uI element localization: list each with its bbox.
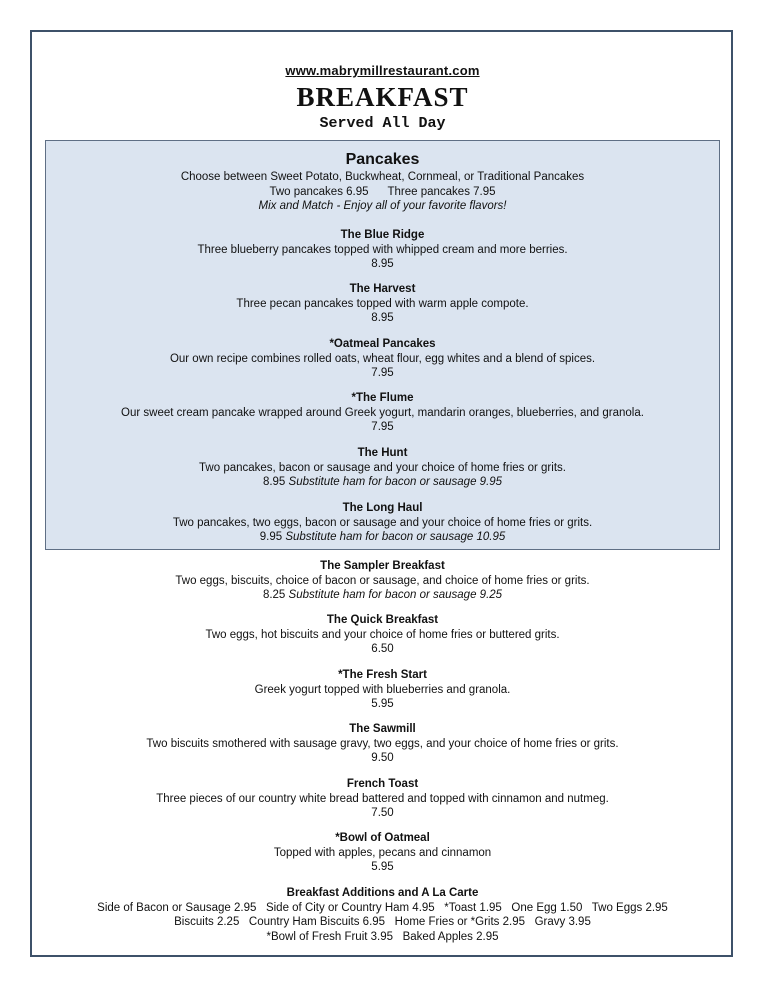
website-link[interactable]: www.mabrymillrestaurant.com bbox=[285, 63, 480, 78]
item-name: The Blue Ridge bbox=[340, 229, 425, 241]
item-description: Two eggs, biscuits, choice of bacon or sausage, and choice of home fries or grits. bbox=[175, 574, 590, 587]
menu-item-harvest bbox=[0, 282, 765, 326]
item-description: Topped with apples, pecans and cinnamon bbox=[273, 846, 492, 859]
menu-item-long-haul bbox=[0, 501, 765, 545]
additions-line: Side of Bacon or Sausage 2.95 Side of City or Country Ham 4.95 *Toast 1.95 One Egg 1.50 Two Eggs 2.95 bbox=[97, 901, 668, 914]
additions-line: Biscuits 2.25 Country Ham Biscuits 6.95 Home Fries or *Grits 2.95 Gravy 3.95 bbox=[174, 916, 591, 929]
item-price-line bbox=[0, 588, 765, 603]
item-name: The Quick Breakfast bbox=[326, 614, 439, 626]
item-name: *The Fresh Start bbox=[338, 669, 427, 681]
additions-line: *Bowl of Fresh Fruit 3.95 Baked Apples 2.95 bbox=[266, 930, 499, 943]
item-price-line bbox=[0, 475, 765, 490]
menu-item-hunt bbox=[0, 446, 765, 490]
item-price: 7.50 bbox=[371, 807, 394, 820]
item-description: Three blueberry pancakes topped with whipped cream and more berries. bbox=[197, 243, 568, 256]
item-price-line bbox=[0, 530, 765, 545]
menu-item-quick-breakfast bbox=[0, 613, 765, 657]
item-name: *The Flume bbox=[351, 392, 414, 404]
item-price: 5.95 bbox=[371, 861, 394, 874]
menu-item-fresh-start bbox=[0, 668, 765, 712]
item-name: French Toast bbox=[346, 778, 419, 790]
item-description: Two pancakes, two eggs, bacon or sausage and your choice of home fries or grits. bbox=[172, 516, 593, 529]
item-name: The Hunt bbox=[357, 447, 408, 459]
item-note: Substitute ham for bacon or sausage 10.95 bbox=[285, 531, 506, 544]
item-name: *Oatmeal Pancakes bbox=[329, 338, 436, 350]
page-subtitle: Served All Day bbox=[319, 115, 446, 132]
item-price: 8.95 bbox=[371, 312, 394, 325]
item-price: 8.95 bbox=[371, 258, 394, 271]
breakfast-additions bbox=[0, 886, 765, 944]
item-name: The Sawmill bbox=[349, 723, 416, 735]
item-name: The Long Haul bbox=[342, 502, 423, 514]
menu-item-flume bbox=[0, 391, 765, 435]
item-description: Two biscuits smothered with sausage gravy, two eggs, and your choice of home fries or grits. bbox=[146, 737, 619, 750]
pancakes-title: Pancakes bbox=[345, 151, 420, 168]
item-description: Greek yogurt topped with blueberries and granola. bbox=[254, 683, 511, 696]
menu-item-blue-ridge bbox=[0, 228, 765, 272]
item-name: The Sampler Breakfast bbox=[320, 560, 445, 572]
menu-item-sampler-breakfast bbox=[0, 559, 765, 603]
item-price: 8.25 bbox=[262, 589, 286, 602]
item-description: Two pancakes, bacon or sausage and your choice of home fries or grits. bbox=[199, 461, 566, 474]
item-price: 7.95 bbox=[371, 367, 394, 380]
item-description: Two eggs, hot biscuits and your choice of home fries or buttered grits. bbox=[205, 628, 560, 641]
item-name: *Bowl of Oatmeal bbox=[335, 832, 430, 844]
pancakes-prices: Two pancakes 6.95 Three pancakes 7.95 bbox=[269, 185, 496, 198]
item-description: Our own recipe combines rolled oats, wheat flour, egg whites and a blend of spices. bbox=[169, 352, 596, 365]
item-price: 8.95 bbox=[262, 476, 286, 489]
item-note: Substitute ham for bacon or sausage 9.95 bbox=[288, 476, 503, 489]
menu-item-sawmill bbox=[0, 722, 765, 766]
page-title: BREAKFAST bbox=[296, 82, 469, 112]
item-description: Our sweet cream pancake wrapped around Greek yogurt, mandarin oranges, blueberries, and granola. bbox=[121, 406, 644, 419]
item-description: Three pieces of our country white bread battered and topped with cinnamon and nutmeg. bbox=[156, 792, 609, 805]
item-description: Three pecan pancakes topped with warm apple compote. bbox=[236, 297, 529, 310]
item-price: 9.95 bbox=[259, 531, 283, 544]
item-price: 6.50 bbox=[371, 643, 394, 656]
pancakes-note: Mix and Match - Enjoy all of your favorite flavors! bbox=[258, 200, 507, 213]
item-price: 9.50 bbox=[371, 752, 394, 765]
pancakes-description: Choose between Sweet Potato, Buckwheat, Cornmeal, or Traditional Pancakes bbox=[180, 171, 585, 183]
menu-item-bowl-of-oatmeal bbox=[0, 831, 765, 875]
additions-title: Breakfast Additions and A La Carte bbox=[286, 887, 479, 899]
pancakes-intro bbox=[0, 150, 765, 214]
item-name: The Harvest bbox=[349, 283, 416, 295]
menu-item-oatmeal-pancakes bbox=[0, 337, 765, 381]
item-note: Substitute ham for bacon or sausage 9.25 bbox=[288, 589, 503, 602]
item-price: 7.95 bbox=[371, 421, 394, 434]
menu-item-french-toast bbox=[0, 777, 765, 821]
item-price: 5.95 bbox=[371, 698, 394, 711]
